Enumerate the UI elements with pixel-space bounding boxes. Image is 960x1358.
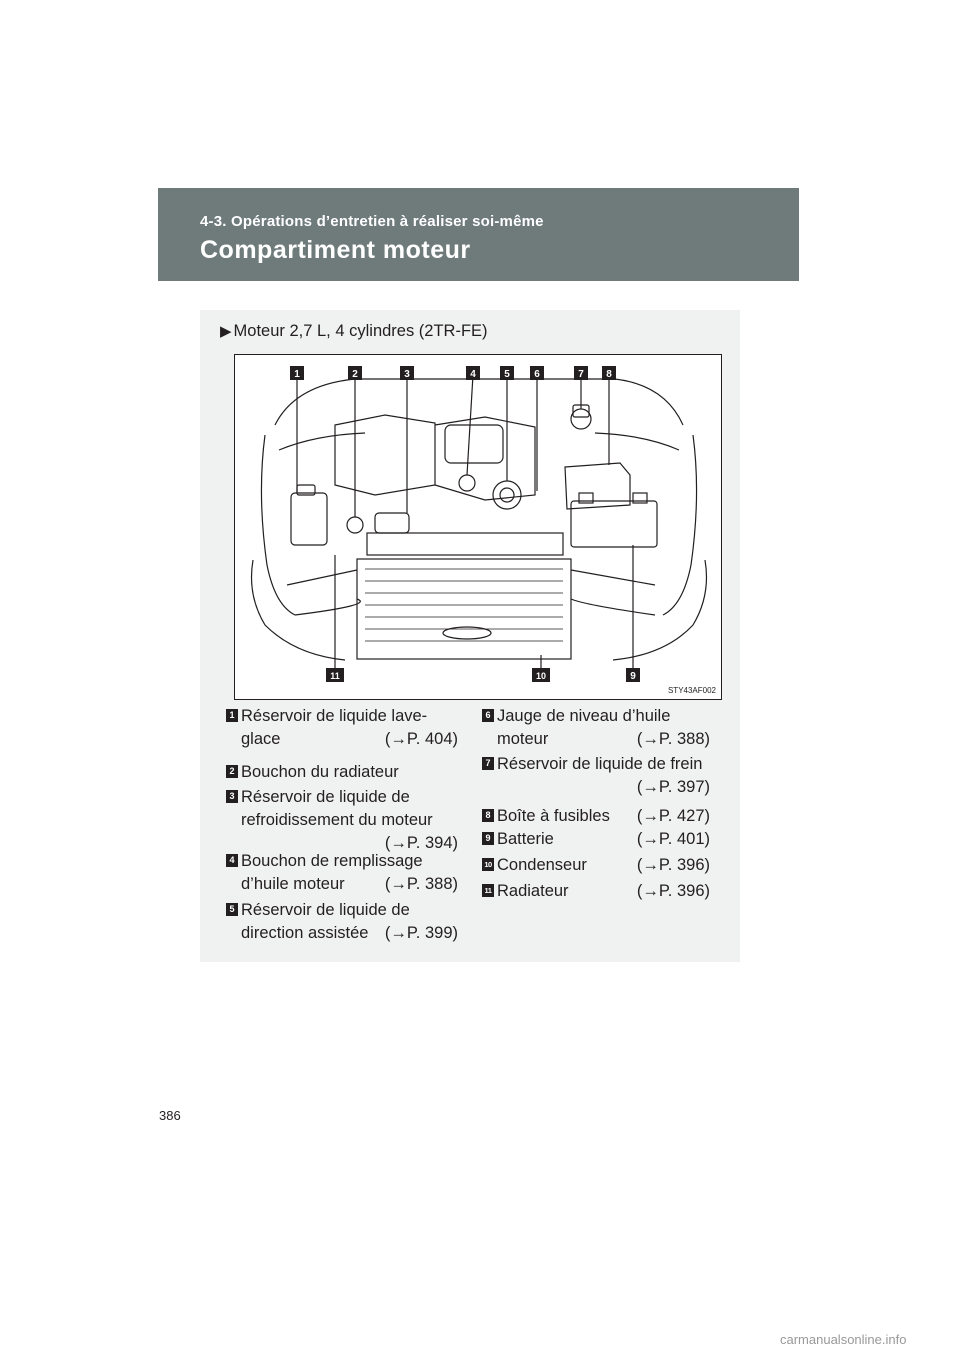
item-number: 7	[482, 757, 494, 770]
item-text: Réservoir de liquide de	[241, 901, 410, 919]
section-header	[158, 188, 799, 281]
list-item	[226, 786, 458, 855]
item-text: Bouchon du radiateur	[241, 763, 399, 781]
engine-label	[220, 322, 488, 341]
item-number: 1	[226, 709, 238, 722]
item-text: Réservoir de liquide lave-	[241, 707, 428, 725]
item-ref: (→P. 427)	[636, 807, 710, 825]
item-text-2: moteur	[497, 730, 549, 748]
item-text-2: direction assistée	[241, 924, 369, 942]
item-number: 4	[226, 854, 238, 867]
item-number: 6	[482, 709, 494, 722]
item-text-2: glace	[241, 730, 281, 748]
callout-badges	[290, 366, 640, 682]
watermark: carmanualsonline.info	[780, 1332, 907, 1347]
item-ref: (→P. 388)	[636, 730, 710, 748]
figure-code: STY43AF002	[667, 686, 716, 695]
list-item	[482, 805, 710, 828]
item-ref: (→P. 396)	[636, 882, 710, 900]
list-item	[226, 899, 458, 945]
list-item	[482, 828, 710, 851]
callout-9: 9	[630, 671, 636, 682]
engine-compartment-illustration	[234, 354, 722, 700]
callout-11: 11	[330, 671, 340, 681]
item-number: 10	[482, 858, 494, 871]
list-item	[482, 705, 710, 751]
item-text: Condenseur	[497, 856, 587, 874]
item-number: 2	[226, 765, 238, 778]
item-number: 3	[226, 790, 238, 803]
item-ref: (→P. 401)	[636, 830, 710, 848]
list-item	[482, 753, 710, 799]
item-text: Jauge de niveau d’huile	[497, 707, 671, 725]
callout-6: 6	[534, 369, 540, 380]
item-number: 5	[226, 903, 238, 916]
list-item	[226, 761, 458, 784]
page-title: Compartiment moteur	[200, 236, 471, 264]
item-number: 9	[482, 832, 494, 845]
item-text: Batterie	[497, 830, 554, 848]
item-ref: (→P. 397)	[636, 778, 710, 796]
item-text-2: d’huile moteur	[241, 875, 345, 893]
list-item	[226, 705, 458, 751]
callout-5: 5	[504, 369, 510, 380]
engine-drawing	[235, 355, 721, 699]
callout-1: 1	[294, 369, 300, 380]
triangle-right-icon: ▶	[220, 323, 232, 340]
callout-10: 10	[535, 671, 547, 681]
item-number: 11	[482, 884, 494, 897]
list-item	[226, 850, 458, 896]
list-item	[482, 880, 710, 903]
item-text-2: refroidissement du moteur	[241, 811, 433, 829]
item-ref: (→P. 404)	[384, 730, 458, 748]
item-text: Radiateur	[497, 882, 569, 900]
section-heading: 4-3. Opérations d’entretien à réaliser soi-même	[200, 213, 544, 230]
content-panel	[200, 310, 740, 962]
item-ref: (→P. 396)	[636, 856, 710, 874]
callout-8: 8	[606, 369, 612, 380]
callout-2: 2	[352, 369, 358, 380]
item-text: Boîte à fusibles	[497, 807, 610, 825]
callout-7: 7	[578, 369, 584, 380]
item-ref: (→P. 394)	[384, 834, 458, 852]
item-number: 8	[482, 809, 494, 822]
item-text: Réservoir de liquide de	[241, 788, 410, 806]
list-item	[482, 854, 710, 877]
page-number: 386	[159, 1108, 181, 1123]
item-ref: (→P. 399)	[384, 924, 458, 942]
item-text: Réservoir de liquide de frein	[497, 755, 703, 773]
callout-3: 3	[404, 369, 410, 380]
callout-4: 4	[470, 369, 476, 380]
item-ref: (→P. 388)	[384, 875, 458, 893]
item-text: Bouchon de remplissage	[241, 852, 423, 870]
engine-label-text: Moteur 2,7 L, 4 cylindres (2TR-FE)	[233, 322, 488, 340]
